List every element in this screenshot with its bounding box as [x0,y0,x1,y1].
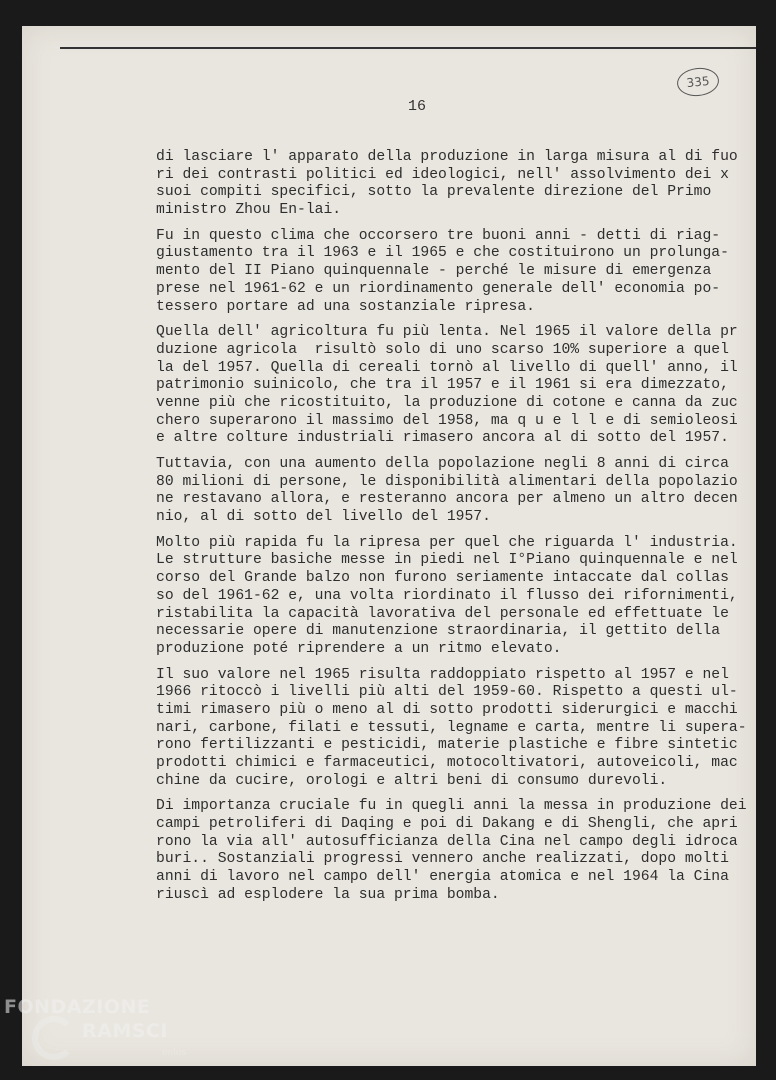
text-line: Di importanza cruciale fu in quegli anni la messa in produzione dei [156,798,747,815]
text-line: nari, carbone, filati e tessuti, legname e carta, mentre li supera- [156,719,747,736]
text-line: prodotti chimici e farmaceutici, motocoltivatori, autoveicoli, mac [156,755,738,771]
fondazione-gramsci-watermark [4,996,194,1066]
text-line: nio, al di sotto del livello del 1957. [156,509,491,526]
text-line: mento del II Piano quinquennale - perché le misure di emergenza [156,263,712,280]
text-line: ministro Zhou En-lai. [156,202,342,219]
text-line: necessarie opere di manutenzione straordinaria, il gettito della [156,623,721,640]
text-line: ri dei contrasti politici ed ideologici, nell' assolvimento dei x [156,166,729,183]
text-line: tessero portare ad una sostanziale ripresa. [156,298,535,315]
paragraph [156,228,756,316]
text-line: produzione poté riprendere a un ritmo elevato. [156,640,562,657]
text-line: corso del Grande balzo non furono seriamente intaccate dal collas [156,570,729,587]
text-line: Fu in questo clima che occorsero tre buoni anni - detti di riag- [156,227,721,244]
text-line: prese nel 1961-62 e un riordinamento generale dell' economia po- [156,280,721,297]
text-line: Le strutture basiche messe in piedi nel I°Piano quinquennale e nel [156,552,738,569]
paragraph [156,798,756,904]
watermark-line2: RAMSCI [82,1020,168,1042]
g-logo-icon [32,1016,76,1060]
text-line: duzione agricola risultò solo di uno scarso 10% superiore a quel [156,341,729,358]
text-line: di lasciare l' apparato della produzione in larga misura al di fuo [156,149,738,165]
text-line: rono la via all' autosufficianza della Cina nel campo degli idroca [156,833,738,850]
text-line: giustamento tra il 1963 e il 1965 e che costituirono un prolunga- [156,245,729,262]
text-line: riuscì ad esplodere la sua prima bomba. [156,886,500,903]
paragraph [156,456,756,527]
text-line: Molto più rapida fu la ripresa per quel che riguarda l' industria. [156,534,738,551]
text-line: ne restavano allora, e resteranno ancora per almeno un altro decen [156,491,738,508]
text-line: la del 1957. Quella di cereali tornò al livello di quell' anno, il [156,359,738,376]
text-line: Quella dell' agricoltura fu più lenta. Nel 1965 il valore della pr [156,324,738,341]
text-line: campi petroliferi di Daqing e poi di Dakang e di Shengli, che apri [156,816,738,833]
text-line: chero superarono il massimo del 1958, ma q u e l l e di semioleosi [156,412,738,429]
text-line: timi rimasero più o meno al di sotto prodotti siderurgici e macchi [156,701,738,718]
paragraph [156,667,756,791]
text-line: 1966 ritoccò i livelli più alti del 1959-60. Rispetto a questi ul- [156,684,738,701]
text-line: e altre colture industriali rimasero ancora al di sotto del 1957. [156,430,729,447]
paragraph [156,324,756,448]
watermark-line1: FONDAZIONE [4,996,151,1018]
watermark-line3: onlus [162,1048,187,1058]
text-line: Tuttavia, con una aumento della popolazione negli 8 anni di circa [156,456,729,472]
text-line: rono fertilizzanti e pesticidi, materie plastiche e fibre sintetic [156,737,738,754]
paragraph [156,535,756,659]
page-number: 16 [408,98,427,115]
text-line: Il suo valore nel 1965 risulta raddoppiato rispetto al 1957 e nel [156,666,729,683]
text-line: ristabilita la capacità lavorativa del personale ed effettuate le [156,605,729,622]
text-line: 80 milioni di persone, le disponibilità alimentari della popolazio [156,473,738,490]
text-line: buri.. Sostanziali progressi vennero anche realizzati, dopo molti [156,851,729,868]
text-line: suoi compiti specifici, sotto la prevalente direzione del Primo [156,184,712,201]
document-body [156,149,756,913]
top-rule [60,47,756,49]
text-line: patrimonio suinicolo, che tra il 1957 e il 1961 si era dimezzato, [156,377,729,394]
text-line: venne più che ricostituito, la produzione di cotone e canna da zuc [156,394,738,411]
paragraph [156,149,756,220]
archive-number-stamp: 335 [676,66,721,98]
text-line: so del 1961-62 e, una volta riordinato il flusso dei rifornimenti, [156,587,738,604]
text-line: chine da cucire, orologi e altri beni di consumo durevoli. [156,772,668,789]
text-line: anni di lavoro nel campo dell' energia atomica e nel 1964 la Cina [156,869,729,886]
